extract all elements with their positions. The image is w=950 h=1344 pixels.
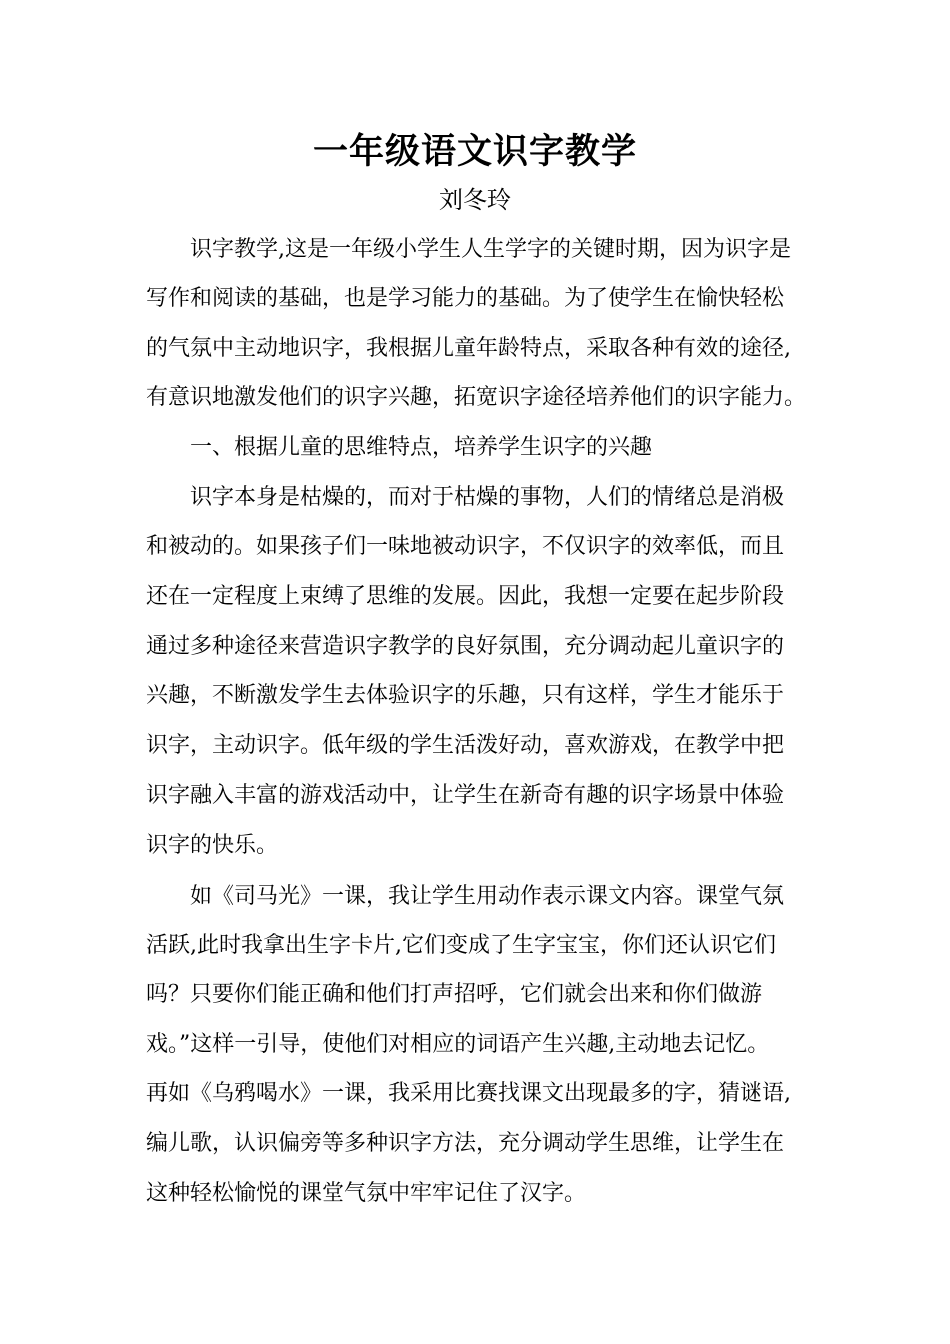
text-line: 还在一定程度上束缚了思维的发展。因此，我想一定要在起步阶段	[146, 584, 785, 609]
text-line: 写作和阅读的基础，也是学习能力的基础。为了使学生在愉快轻松	[146, 286, 785, 311]
text-line: 通过多种途径来营造识字教学的良好氛围，充分调动起儿童识字的	[146, 634, 785, 659]
text-line: 兴趣，不断激发学生去体验识字的乐趣，只有这样，学生才能乐于	[146, 683, 785, 708]
text-line: 识字融入丰富的游戏活动中，让学生在新奇有趣的识字场景中体验	[146, 783, 785, 808]
document-title: 一年级语文识字教学	[312, 132, 637, 172]
text-line: 这种轻松愉悦的课堂气氛中牢牢记住了汉字。	[146, 1181, 587, 1206]
text-line: 编儿歌，认识偏旁等多种识字方法，充分调动学生思维，让学生在	[146, 1131, 785, 1156]
text-line: 识字本身是枯燥的，而对于枯燥的事物，人们的情绪总是消极	[190, 485, 785, 510]
text-line: 和被动的。如果孩子们一味地被动识字，不仅识字的效率低，而且	[146, 534, 785, 559]
document-author: 刘冬玲	[439, 186, 511, 214]
text-line: 如《司马光》一课，我让学生用动作表示课文内容。课堂气氛	[190, 884, 785, 909]
text-line: 活跃,此时我拿出生字卡片,它们变成了生字宝宝，你们还认识它们	[146, 933, 776, 958]
text-line: 吗？只要你们能正确和他们打声招呼，它们就会出来和你们做游	[146, 982, 763, 1007]
text-line: 有意识地激发他们的识字兴趣，拓宽识字途径培养他们的识字能力。	[146, 385, 807, 410]
text-line: 识字的快乐。	[146, 833, 279, 858]
section-heading: 一、根据儿童的思维特点，培养学生识字的兴趣	[190, 435, 653, 460]
text-line: 再如《乌鸦喝水》一课，我采用比赛找课文出现最多的字，猜谜语,	[146, 1081, 791, 1106]
text-line: 戏。”这样一引导，使他们对相应的词语产生兴趣,主动地去记忆。	[146, 1032, 770, 1057]
text-line: 识字，主动识字。低年级的学生活泼好动，喜欢游戏，在教学中把	[146, 733, 785, 758]
text-line: 识字教学,这是一年级小学生人生学字的关键时期，因为识字是	[190, 237, 791, 262]
text-line: 的气氛中主动地识字，我根据儿童年龄特点，采取各种有效的途径,	[146, 336, 791, 361]
